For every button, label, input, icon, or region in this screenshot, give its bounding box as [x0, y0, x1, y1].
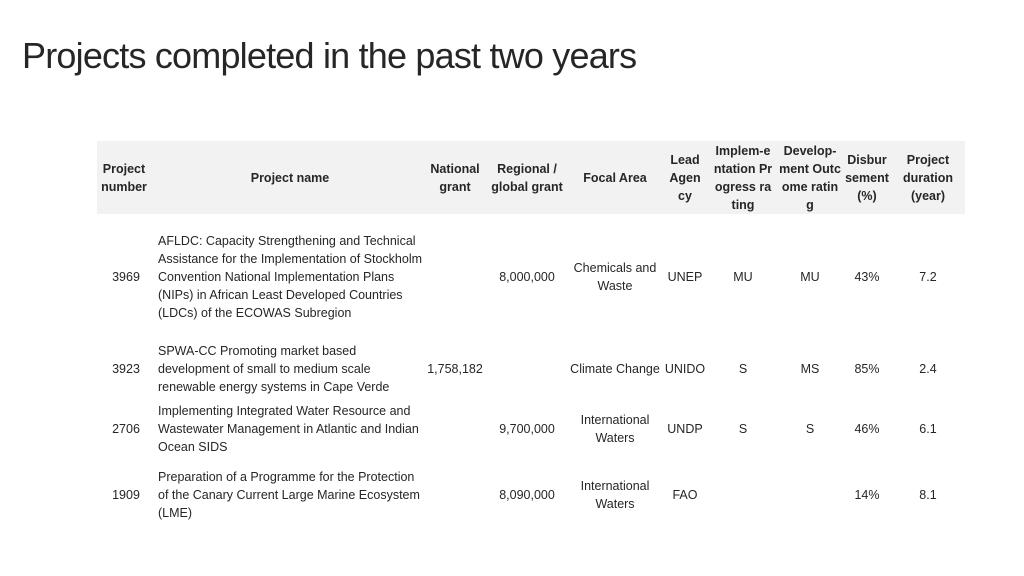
header-disbursement: Disbursement (%)	[845, 152, 889, 203]
header-focal-area: Focal Area	[583, 170, 647, 185]
cell-project-duration: 2.4	[919, 361, 937, 376]
cell-national-grant	[425, 461, 485, 528]
cell-project-name: SPWA-CC Promoting market based development of small to medium scale renewable energy systems in Cape Verde	[158, 343, 390, 394]
cell-project-number: 2706	[112, 422, 140, 436]
table-header-row	[97, 141, 965, 214]
cell-lead-agency: FAO	[672, 487, 698, 502]
cell-lead-agency: UNEP	[667, 270, 703, 284]
cell-focal-area: Climate Change	[570, 361, 660, 376]
header-project-name: Project name	[250, 170, 330, 185]
cell-project-name: Implementing Integrated Water Resource and Wastewater Management in Atlantic and Indian Ocean SIDS	[158, 404, 419, 454]
cell-focal-area: International Waters	[580, 413, 650, 445]
cell-disbursement: 46%	[854, 422, 880, 436]
cell-regional-global-grant: 8,000,000	[499, 270, 555, 284]
cell-project-duration: 7.2	[919, 270, 937, 284]
header-project-number: Project number	[101, 161, 147, 194]
cell-project-name: AFLDC: Capacity Strengthening and Technical Assistance for the Implementation of Stockholm Convention National Implementation Plans (NIPs) in African Least Developed Countries (LDCs) of the ECOWAS Subregion	[158, 234, 423, 320]
header-regional-global-grant: Regional / global grant	[491, 161, 563, 194]
cell-regional-global-grant: 8,090,000	[499, 487, 555, 502]
cell-implementation-rating: MU	[733, 270, 753, 284]
table-row	[97, 214, 965, 340]
cell-implementation-rating	[709, 461, 777, 528]
cell-lead-agency: UNDP	[667, 422, 703, 436]
cell-regional-global-grant	[485, 340, 569, 397]
cell-development-rating: MU	[800, 270, 820, 284]
table-row	[97, 461, 965, 528]
cell-project-number: 3923	[112, 361, 140, 376]
cell-project-number: 3969	[112, 270, 140, 284]
cell-disbursement: 14%	[854, 487, 880, 502]
cell-implementation-rating: S	[738, 422, 748, 436]
cell-development-rating	[777, 461, 843, 528]
cell-disbursement: 43%	[854, 270, 880, 284]
header-lead-agency: Lead Agency	[669, 152, 701, 203]
header-national-grant: National grant	[430, 161, 480, 194]
cell-national-grant: 1,758,182	[427, 361, 483, 376]
cell-project-name: Preparation of a Programme for the Protection of the Canary Current Large Marine Ecosystem (LME)	[158, 469, 420, 520]
cell-development-rating: S	[805, 422, 815, 436]
cell-focal-area: Chemicals and Waste	[573, 261, 657, 293]
cell-project-duration: 6.1	[919, 422, 937, 436]
cell-project-number: 1909	[112, 487, 140, 502]
cell-lead-agency: UNIDO	[664, 361, 706, 376]
cell-regional-global-grant: 9,700,000	[499, 422, 555, 436]
projects-table	[97, 141, 965, 528]
cell-national-grant	[425, 214, 485, 340]
header-development-rating: Develop-ment Outcome rating	[779, 143, 841, 212]
cell-implementation-rating: S	[738, 361, 748, 376]
cell-project-duration: 8.1	[919, 487, 937, 502]
cell-development-rating: MS	[800, 361, 820, 376]
header-project-duration: Project duration (year)	[903, 152, 953, 203]
header-implementation-rating: Implem-entation Progress rating	[713, 143, 773, 212]
cell-focal-area: International Waters	[580, 478, 650, 511]
table-row	[97, 340, 965, 397]
cell-disbursement: 85%	[854, 361, 880, 376]
page-title: Projects completed in the past two years	[22, 35, 637, 76]
cell-national-grant	[425, 397, 485, 461]
projects-table-container	[97, 141, 965, 528]
table-row	[97, 397, 965, 461]
